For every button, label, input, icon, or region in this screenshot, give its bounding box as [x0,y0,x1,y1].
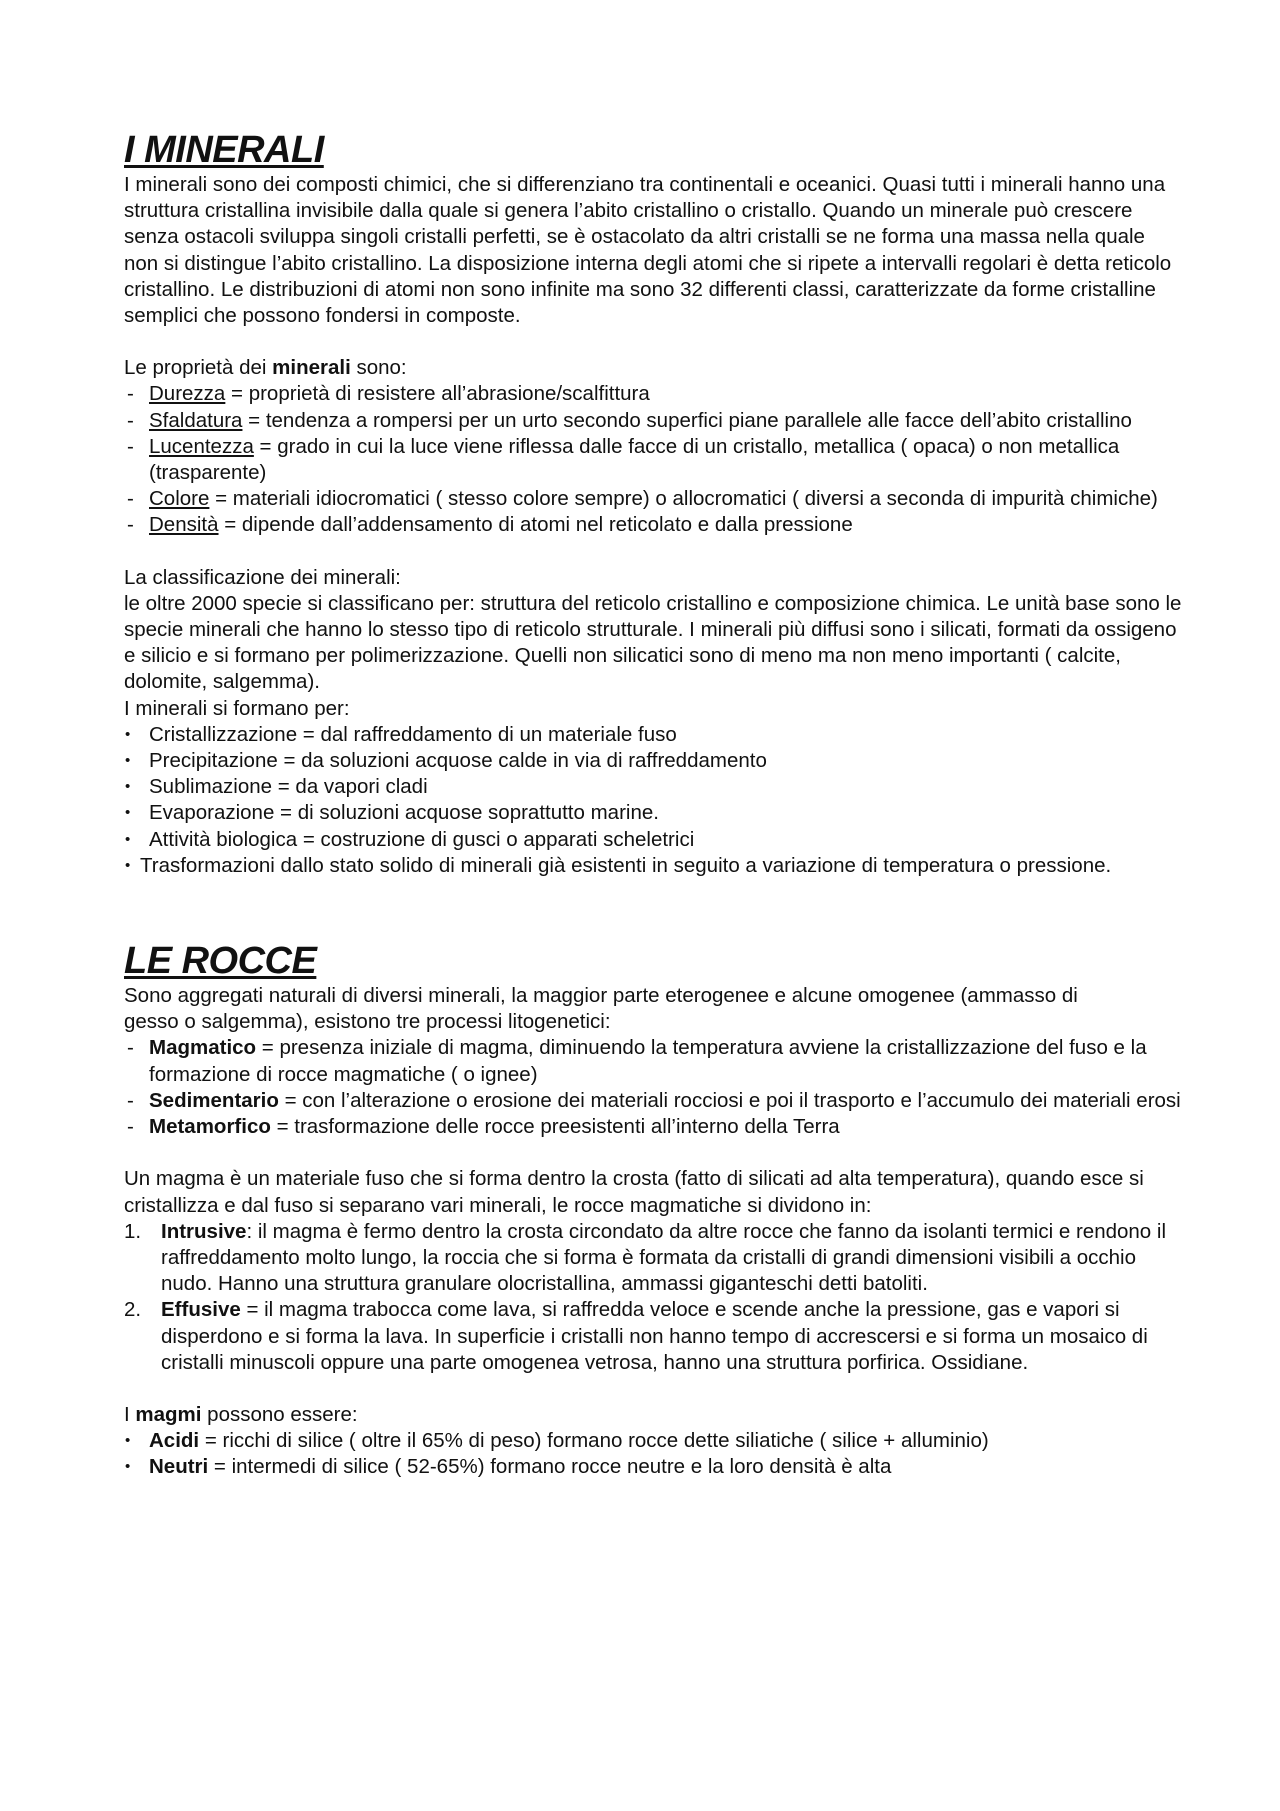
property-item: - Densità = dipende dall’addensamento di atomi nel reticolato e dalla pressione [124,512,1184,538]
process-item: - Magmatico = presenza iniziale di magma, diminuendo la temperatura avviene la cristallizzazione del fuso e la formazione di rocce magmatiche ( o ignee) [124,1035,1184,1087]
rocce-intro-line1: Sono aggregati naturali di diversi minerali, la maggior parte eterogenee e alcune omogenee (ammasso di [124,984,1078,1008]
rocce-intro-line2: gesso o salgemma), esistono tre processi litogenetici: [124,1010,611,1034]
properties-list [124,381,1184,538]
magmi-list [124,1428,1184,1480]
magma-types-list [124,1219,1184,1376]
property-item: - Lucentezza = grado in cui la luce viene riflessa dalle facce di un cristallo, metallica ( opaca) o non metallica (trasparente) [124,434,1184,486]
formation-item: • Precipitazione = da soluzioni acquose calde in via di raffreddamento [124,748,1184,774]
process-item: - Sedimentario = con l’alterazione o erosione dei materiali rocciosi e poi il trasporto e l’accumulo dei materiali erosi [124,1088,1184,1114]
processes-list [124,1035,1184,1140]
magmi-intro: I magmi possono essere: [124,1402,358,1426]
properties-intro-bold: minerali [272,356,351,380]
magma-type-item: 2. Effusive = il magma trabocca come lava, si raffredda veloce e scende anche la pressione, gas e vapori si disperdono e si forma la lava. In superficie i cristalli non hanno tempo di accrescersi e si forma un mosaico di cristalli minuscoli oppure una parte omogenea vetrosa, hanno una struttura porfirica. Ossidiane. [124,1298,1148,1374]
section-title-minerali: I MINERALI [124,129,324,171]
magma-intro-paragraph: Un magma è un materiale fuso che si forma dentro la crosta (fatto di silicati ad alta temperatura), quando esce si cristallizza e dal fuso si separano vari minerali, le rocce magmatiche si dividono in: [124,1167,1144,1217]
formation-item: • Evaporazione = di soluzioni acquose soprattutto marine. [124,800,1184,826]
properties-intro: Le proprietà dei minerali sono: [124,356,407,380]
formation-item: • Sublimazione = da vapori cladi [124,774,1184,800]
magmi-item: • Acidi = ricchi di silice ( oltre il 65% di peso) formano rocce dette siliatiche ( silice + alluminio) [124,1428,1184,1454]
process-item: - Metamorfico = trasformazione delle rocce preesistenti all’interno della Terra [124,1114,1184,1140]
formation-item: • Trasformazioni dallo stato solido di minerali già esistenti in seguito a variazione di temperatura o pressione. [124,853,1184,879]
formation-item: • Attività biologica = costruzione di gusci o apparati scheletrici [124,827,1184,853]
property-item: - Sfaldatura = tendenza a rompersi per un urto secondo superfici piane parallele alle facce dell’abito cristallino [124,408,1184,434]
formation-item: • Cristallizzazione = dal raffreddamento di un materiale fuso [124,722,1184,748]
section-title-rocce: LE ROCCE [124,940,317,983]
magma-type-item: 1. Intrusive: il magma è fermo dentro la crosta circondato da altre rocce che fanno da isolanti termici e rendono il raffreddamento molto lungo, la roccia che si forma è formata da cristalli di grandi dimensioni visibili a occhio nudo. Hanno una struttura granulare olocristallina, ammassi giganteschi detti batoliti. [124,1219,1167,1296]
magmi-intro-bold: magmi [135,1402,202,1426]
formation-intro: I minerali si formano per: [124,696,350,720]
property-item: - Colore = materiali idiocromatici ( stesso colore sempre) o allocromatici ( diversi a seconda di impurità chimiche) [124,486,1184,512]
property-item: - Durezza = proprietà di resistere all’abrasione/scalfittura [124,381,1184,407]
classification-paragraph: le oltre 2000 specie si classificano per: struttura del reticolo cristallino e composizione chimica. Le unità base sono le specie minerali che hanno lo stesso tipo di reticolo strutturale. I minerali più diffusi sono i silicati, formati da ossigeno e silicio e si formano per polimerizzazione. Quelli non silicatici sono di meno ma non meno importanti ( calcite, dolomite, salgemma). [124,591,1182,694]
formation-list [124,722,1184,879]
document-page [124,128,1184,1481]
magmi-item: • Neutri = intermedi di silice ( 52-65%) formano rocce neutre e la loro densità è alta [124,1454,1184,1480]
minerali-intro-paragraph: I minerali sono dei composti chimici, che si differenziano tra continentali e oceanici. Quasi tutti i minerali hanno una struttura cristallina invisibile dalla quale si genera l’abito cristallino o cristallo. Quando un minerale può crescere senza ostacoli sviluppa singoli cristalli perfetti, se è ostacolato da altri cristalli se ne forma una massa nella quale non si distingue l’abito cristallino. La disposizione interna degli atomi che si ripete a intervalli regolari è detta reticolo cristallino. Le distribuzioni di atomi non sono infinite ma sono 32 differenti classi, caratterizzate da forme cristalline semplici che possono fondersi in composte. [124,173,1172,328]
classification-title: La classificazione dei minerali: [124,565,401,589]
